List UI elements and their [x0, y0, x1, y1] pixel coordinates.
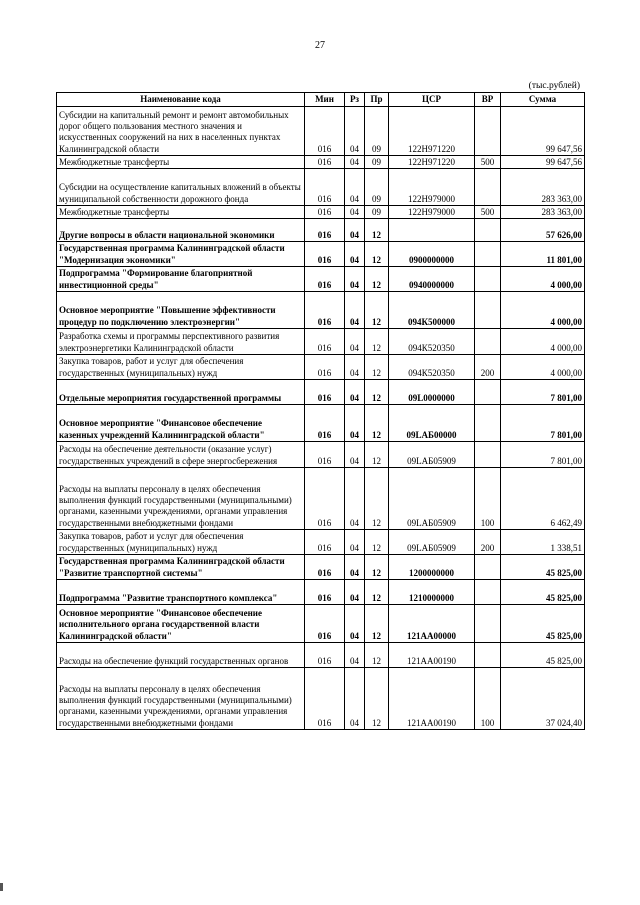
cell-min: 016: [305, 219, 345, 242]
cell-csr: 09LАБ05909: [389, 468, 475, 530]
cell-min: 016: [305, 380, 345, 405]
cell-csr: 09LАБ05909: [389, 530, 475, 555]
cell-vr: [475, 605, 501, 643]
cell-name: Государственная программа Калининградской области "Развитие транспортной системы": [57, 555, 305, 580]
header-name: Наименование кода: [57, 93, 305, 107]
cell-vr: [475, 580, 501, 605]
cell-csr: 122Н971220: [389, 156, 475, 169]
cell-rz: 04: [345, 643, 365, 668]
cell-sum: 45 825,00: [501, 605, 585, 643]
cell-min: 016: [305, 643, 345, 668]
cell-vr: [475, 107, 501, 156]
cell-rz: 04: [345, 605, 365, 643]
header-pr: Пр: [365, 93, 389, 107]
table-row: [57, 292, 585, 329]
table-row: [57, 107, 585, 156]
cell-vr: [475, 329, 501, 355]
table-row: [57, 580, 585, 605]
cell-rz: 04: [345, 668, 365, 730]
header-rz: Рз: [345, 93, 365, 107]
cell-rz: 04: [345, 442, 365, 468]
cell-min: 016: [305, 169, 345, 206]
cell-pr: 09: [365, 107, 389, 156]
cell-pr: 09: [365, 206, 389, 219]
table-row: [57, 219, 585, 242]
header-min: Мин: [305, 93, 345, 107]
table-row: [57, 267, 585, 292]
cell-min: 016: [305, 668, 345, 730]
cell-vr: [475, 169, 501, 206]
cell-name: Разработка схемы и программы перспективного развития электроэнергетики Калининградской области: [57, 329, 305, 355]
cell-csr: 0940000000: [389, 267, 475, 292]
cell-rz: 04: [345, 107, 365, 156]
cell-min: 016: [305, 405, 345, 442]
cell-csr: 121АА00190: [389, 668, 475, 730]
cell-csr: [389, 219, 475, 242]
cell-vr: [475, 643, 501, 668]
cell-csr: 09L0000000: [389, 380, 475, 405]
table-row: [57, 668, 585, 730]
cell-sum: 45 825,00: [501, 555, 585, 580]
cell-sum: 4 000,00: [501, 292, 585, 329]
cell-min: 016: [305, 442, 345, 468]
cell-vr: 500: [475, 156, 501, 169]
units-label: (тыс.рублей): [528, 81, 580, 91]
table-row: [57, 442, 585, 468]
cell-vr: [475, 555, 501, 580]
table-row: [57, 156, 585, 169]
cell-sum: 4 000,00: [501, 355, 585, 380]
cell-vr: [475, 242, 501, 267]
cell-csr: 122Н979000: [389, 169, 475, 206]
cell-pr: 12: [365, 355, 389, 380]
cell-min: 016: [305, 156, 345, 169]
cell-name: Подпрограмма "Формирование благоприятной инвестиционной среды": [57, 267, 305, 292]
margin-mark: [0, 883, 3, 891]
cell-sum: 45 825,00: [501, 580, 585, 605]
cell-name: Государственная программа Калининградской области "Модернизация экономики": [57, 242, 305, 267]
cell-vr: 500: [475, 206, 501, 219]
cell-pr: 09: [365, 156, 389, 169]
table-row: [57, 530, 585, 555]
table-row: [57, 643, 585, 668]
cell-vr: 100: [475, 668, 501, 730]
header-sum: Сумма: [501, 93, 585, 107]
cell-min: 016: [305, 555, 345, 580]
cell-name: Закупка товаров, работ и услуг для обеспечения государственных (муниципальных) нужд: [57, 355, 305, 380]
cell-pr: 12: [365, 219, 389, 242]
cell-name: Межбюджетные трансферты: [57, 156, 305, 169]
cell-min: 016: [305, 355, 345, 380]
cell-rz: 04: [345, 156, 365, 169]
page-number: 27: [315, 40, 325, 51]
cell-min: 016: [305, 605, 345, 643]
cell-pr: 12: [365, 442, 389, 468]
cell-csr: 121АА00000: [389, 605, 475, 643]
table-row: [57, 206, 585, 219]
cell-rz: 04: [345, 206, 365, 219]
cell-vr: 200: [475, 530, 501, 555]
cell-pr: 12: [365, 292, 389, 329]
cell-pr: 12: [365, 329, 389, 355]
cell-csr: 122Н971220: [389, 107, 475, 156]
cell-rz: 04: [345, 580, 365, 605]
cell-pr: 09: [365, 169, 389, 206]
cell-vr: [475, 380, 501, 405]
cell-sum: 45 825,00: [501, 643, 585, 668]
cell-pr: 12: [365, 242, 389, 267]
table-row: [57, 169, 585, 206]
cell-name: Отдельные мероприятия государственной программы: [57, 380, 305, 405]
cell-rz: 04: [345, 219, 365, 242]
cell-name: Субсидии на осуществление капитальных вложений в объекты муниципальной собственности дорожного фонда: [57, 169, 305, 206]
cell-csr: 0900000000: [389, 242, 475, 267]
table-row: [57, 555, 585, 580]
cell-sum: 37 024,40: [501, 668, 585, 730]
cell-vr: 200: [475, 355, 501, 380]
table-row: [57, 242, 585, 267]
header-vr: ВР: [475, 93, 501, 107]
table-row: [57, 329, 585, 355]
cell-rz: 04: [345, 242, 365, 267]
cell-csr: 122Н979000: [389, 206, 475, 219]
cell-sum: 7 801,00: [501, 442, 585, 468]
cell-sum: 1 338,51: [501, 530, 585, 555]
cell-pr: 12: [365, 668, 389, 730]
cell-name: Другие вопросы в области национальной экономики: [57, 219, 305, 242]
cell-name: Расходы на выплаты персоналу в целях обеспечения выполнения функций государственными (муниципальными) органами, казенными учреждениями, органами управления государственными внебюджетными фондами: [57, 468, 305, 530]
cell-vr: [475, 405, 501, 442]
cell-rz: 04: [345, 329, 365, 355]
cell-pr: 12: [365, 580, 389, 605]
cell-min: 016: [305, 468, 345, 530]
cell-sum: 7 801,00: [501, 380, 585, 405]
cell-csr: 1200000000: [389, 555, 475, 580]
cell-rz: 04: [345, 380, 365, 405]
cell-min: 016: [305, 242, 345, 267]
cell-min: 016: [305, 292, 345, 329]
cell-rz: 04: [345, 267, 365, 292]
table-row: [57, 605, 585, 643]
cell-name: Субсидии на капитальный ремонт и ремонт автомобильных дорог общего пользования местного значения и искусственных сооружений на них в населенных пунктах Калининградской области: [57, 107, 305, 156]
cell-sum: 6 462,49: [501, 468, 585, 530]
cell-rz: 04: [345, 530, 365, 555]
cell-rz: 04: [345, 405, 365, 442]
cell-csr: 09LАБ00000: [389, 405, 475, 442]
cell-csr: 094К520350: [389, 329, 475, 355]
cell-csr: 094К520350: [389, 355, 475, 380]
cell-vr: [475, 267, 501, 292]
cell-sum: 57 626,00: [501, 219, 585, 242]
cell-pr: 12: [365, 468, 389, 530]
cell-sum: 99 647,56: [501, 107, 585, 156]
cell-name: Закупка товаров, работ и услуг для обеспечения государственных (муниципальных) нужд: [57, 530, 305, 555]
cell-pr: 12: [365, 555, 389, 580]
table-row: [57, 405, 585, 442]
table-row: [57, 468, 585, 530]
table-row: [57, 380, 585, 405]
cell-name: Подпрограмма "Развитие транспортного комплекса": [57, 580, 305, 605]
header-csr: ЦСР: [389, 93, 475, 107]
cell-csr: 1210000000: [389, 580, 475, 605]
cell-rz: 04: [345, 468, 365, 530]
cell-sum: 7 801,00: [501, 405, 585, 442]
cell-min: 016: [305, 580, 345, 605]
cell-min: 016: [305, 267, 345, 292]
cell-vr: [475, 292, 501, 329]
cell-name: Расходы на выплаты персоналу в целях обеспечения выполнения функций государственными (муниципальными) органами, казенными учреждениями, органами управления государственными внебюджетными фондами: [57, 668, 305, 730]
cell-sum: 4 000,00: [501, 329, 585, 355]
cell-csr: 09LАБ05909: [389, 442, 475, 468]
cell-pr: 12: [365, 643, 389, 668]
cell-sum: 99 647,56: [501, 156, 585, 169]
cell-name: Расходы на обеспечение деятельности (оказание услуг) государственных учреждений в сфере энергосбережения: [57, 442, 305, 468]
cell-rz: 04: [345, 555, 365, 580]
cell-min: 016: [305, 530, 345, 555]
cell-sum: 4 000,00: [501, 267, 585, 292]
cell-pr: 12: [365, 267, 389, 292]
cell-rz: 04: [345, 169, 365, 206]
cell-csr: 094К500000: [389, 292, 475, 329]
cell-pr: 12: [365, 380, 389, 405]
cell-vr: [475, 219, 501, 242]
cell-vr: [475, 442, 501, 468]
cell-min: 016: [305, 107, 345, 156]
budget-table: [56, 92, 585, 730]
cell-min: 016: [305, 206, 345, 219]
cell-sum: 11 801,00: [501, 242, 585, 267]
cell-min: 016: [305, 329, 345, 355]
cell-pr: 12: [365, 605, 389, 643]
cell-csr: 121АА00190: [389, 643, 475, 668]
cell-rz: 04: [345, 292, 365, 329]
cell-name: Межбюджетные трансферты: [57, 206, 305, 219]
cell-pr: 12: [365, 530, 389, 555]
cell-name: Расходы на обеспечение функций государственных органов: [57, 643, 305, 668]
table-row: [57, 355, 585, 380]
cell-sum: 283 363,00: [501, 206, 585, 219]
cell-name: Основное мероприятие "Повышение эффективности процедур по подключению электроэнергии": [57, 292, 305, 329]
cell-rz: 04: [345, 355, 365, 380]
cell-name: Основное мероприятие "Финансовое обеспечение исполнительного органа государственной власти Калининградской области": [57, 605, 305, 643]
header-row: [57, 93, 585, 107]
cell-name: Основное мероприятие "Финансовое обеспечение казенных учреждений Калининградской области": [57, 405, 305, 442]
cell-pr: 12: [365, 405, 389, 442]
cell-sum: 283 363,00: [501, 169, 585, 206]
cell-vr: 100: [475, 468, 501, 530]
